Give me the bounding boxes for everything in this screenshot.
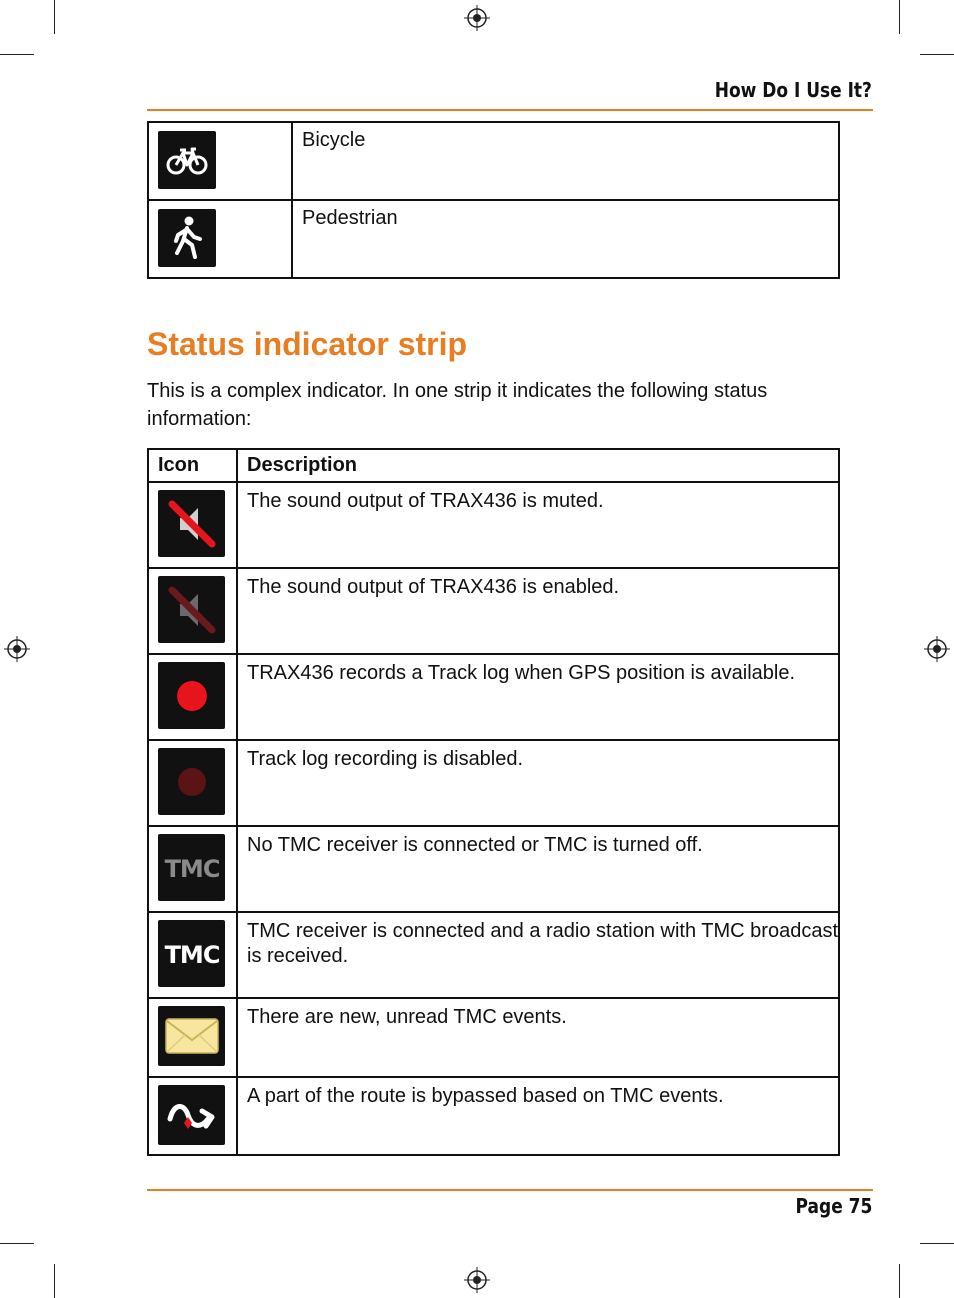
table-row	[148, 122, 839, 200]
table-row	[148, 1077, 839, 1155]
column-header-icon: Icon	[148, 449, 237, 482]
transport-label: Bicycle	[292, 122, 839, 200]
status-description: Track log recording is disabled.	[237, 740, 839, 826]
table-row	[148, 568, 839, 654]
section-title: Status indicator strip	[147, 326, 468, 362]
table-row	[148, 826, 839, 912]
registration-mark-icon	[464, 1267, 490, 1293]
sound-muted-icon	[158, 490, 225, 557]
status-indicator-table	[147, 448, 840, 1156]
table-header-row	[148, 449, 839, 482]
status-description: A part of the route is bypassed based on TMC events.	[237, 1077, 839, 1155]
status-description: There are new, unread TMC events.	[237, 998, 839, 1077]
svg-text:TMC: TMC	[164, 854, 219, 883]
registration-mark-icon	[4, 636, 30, 662]
crop-mark	[0, 54, 34, 55]
crop-mark	[920, 1243, 954, 1244]
envelope-icon	[158, 1006, 225, 1066]
icon-cell	[148, 200, 292, 278]
bicycle-icon	[158, 131, 216, 189]
column-header-description: Description	[237, 449, 839, 482]
icon-cell	[148, 654, 237, 740]
icon-cell	[148, 826, 237, 912]
registration-mark-icon	[924, 636, 950, 662]
sound-enabled-icon	[158, 576, 225, 643]
page-number: Page 75	[795, 1194, 872, 1218]
icon-cell	[148, 482, 237, 568]
footer-rule	[147, 1189, 873, 1191]
crop-mark	[920, 54, 954, 55]
status-description: TMC receiver is connected and a radio station with TMC broadcast is received.	[237, 912, 839, 998]
icon-cell	[148, 568, 237, 654]
tmc-on-icon	[158, 920, 225, 987]
tmc-off-icon	[158, 834, 225, 901]
table-row	[148, 482, 839, 568]
record-disabled-icon	[158, 748, 225, 815]
crop-mark	[899, 1264, 900, 1298]
crop-mark	[54, 0, 55, 34]
status-description: The sound output of TRAX436 is enabled.	[237, 568, 839, 654]
header-title: How Do I Use It?	[714, 78, 872, 102]
crop-mark	[899, 0, 900, 34]
crop-mark	[0, 1243, 34, 1244]
icon-cell	[148, 1077, 237, 1155]
status-description: TRAX436 records a Track log when GPS position is available.	[237, 654, 839, 740]
table-row	[148, 200, 839, 278]
pedestrian-icon	[158, 209, 216, 267]
table-row	[148, 998, 839, 1077]
status-description: The sound output of TRAX436 is muted.	[237, 482, 839, 568]
icon-cell	[148, 912, 237, 998]
svg-text:TMC: TMC	[164, 940, 219, 969]
crop-mark	[54, 1264, 55, 1298]
table-row	[148, 912, 839, 998]
status-description: No TMC receiver is connected or TMC is turned off.	[237, 826, 839, 912]
header-rule	[147, 109, 873, 111]
section-intro: This is a complex indicator. In one strip it indicates the following status information:	[147, 380, 768, 430]
record-icon	[158, 662, 225, 729]
table-row	[148, 654, 839, 740]
registration-mark-icon	[464, 5, 490, 31]
icon-cell	[148, 998, 237, 1077]
transport-label: Pedestrian	[292, 200, 839, 278]
transport-mode-table	[147, 121, 840, 279]
bypass-route-icon	[158, 1085, 225, 1145]
icon-cell	[148, 740, 237, 826]
icon-cell	[148, 122, 292, 200]
table-row	[148, 740, 839, 826]
